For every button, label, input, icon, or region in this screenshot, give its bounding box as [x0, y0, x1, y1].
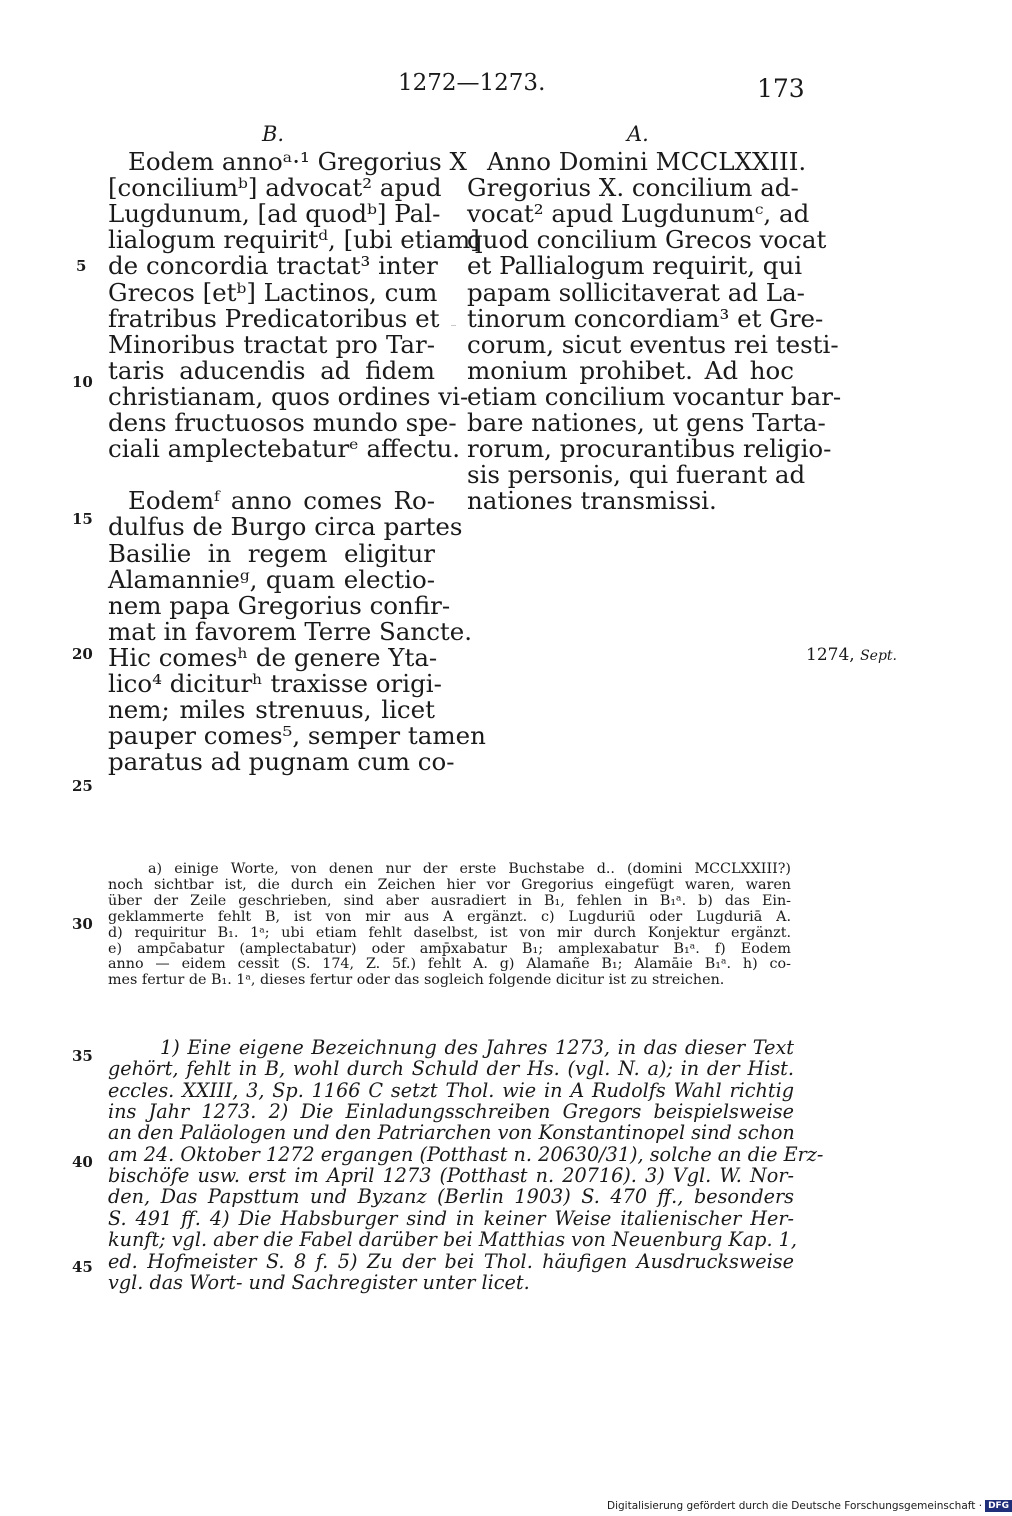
- right-column-siglum: A.: [627, 122, 649, 146]
- left-text-line: dens fructuosos mundo spe-: [108, 408, 457, 437]
- left-text-line: pauper comes⁵, semper tamen: [108, 721, 486, 751]
- apparatus-line: anno — eidem cessit (S. 174, Z. 5f.) fehlt A. g) Alamañe B₁; Alamāie B₁ᵃ. h) co-: [108, 956, 791, 973]
- left-text-line: de concordia tractat³ inter: [108, 251, 438, 281]
- left-column-siglum: B.: [262, 122, 285, 146]
- line-number: 5: [76, 257, 87, 275]
- commentary-line: vgl. das Wort- und Sachregister unter licet.: [108, 1270, 530, 1294]
- commentary-line: den, Das Papsttum und Byzanz (Berlin 1903) S. 470 ff., besonders: [108, 1185, 794, 1209]
- commentary-line: am 24. Oktober 1272 ergangen (Potthast n. 20630/31), solche an die Erz-: [108, 1142, 824, 1166]
- commentary-line: bischöfe usw. erst im April 1273 (Potthast n. 20716). 3) Vgl. W. Nor-: [108, 1164, 794, 1188]
- running-header: 1272—1273.: [398, 70, 546, 96]
- right-text-line: vocat² apud Lugdunumᶜ, ad: [467, 199, 810, 229]
- left-text-line: nem papa Gregorius confir-: [108, 590, 451, 620]
- commentary-line: kunft; vgl. aber die Fabel darüber bei Matthias von Neuenburg Kap. 1,: [108, 1228, 797, 1252]
- right-text-line: Anno Domini MCCLXXIII.: [487, 147, 807, 176]
- dfg-logo: DFG: [985, 1500, 1012, 1512]
- line-number: 30: [72, 915, 93, 933]
- margin-year: 1274,: [806, 645, 855, 665]
- margin-month: Sept.: [860, 648, 897, 664]
- commentary-line: gehört, fehlt in B, wohl durch Schuld der Hs. (vgl. N. a); in der Hist.: [108, 1057, 794, 1081]
- scan-mark: [451, 325, 456, 326]
- right-text-line: nationes transmissi.: [467, 486, 717, 516]
- left-text-line: dulfus de Burgo circa partes: [108, 512, 463, 542]
- apparatus-line: e) ampc̄abatur (amplectabatur) oder amp̄xabatur B₁; amplexabatur B₁ᵃ. f) Eodem: [108, 940, 791, 957]
- right-text-line: papam sollicitaverat ad La-: [467, 277, 805, 307]
- left-text-line: [conciliumᵇ] advocat² apud: [108, 173, 442, 203]
- commentary-line: eccles. XXIII, 3, Sp. 1166 C setzt Thol. wie in A Rudolfs Wahl richtig: [108, 1078, 794, 1102]
- right-text-line: bare nationes, ut gens Tarta-: [467, 408, 826, 437]
- left-text-line: paratus ad pugnam cum co-: [108, 747, 455, 777]
- line-number: 10: [72, 373, 93, 391]
- margin-date-note: [806, 645, 897, 665]
- apparatus-line: d) requiritur B₁. 1ᵃ; ubi etiam fehlt daselbst, ist von mir durch Konjektur ergänzt.: [108, 924, 791, 941]
- commentary-line: S. 491 ff. 4) Die Habsburger sind in keiner Weise italienischer Her-: [108, 1206, 794, 1230]
- left-text-line: christianam, quos ordines vi-: [108, 381, 469, 411]
- right-text-line: monium prohibet. Ad hoc: [467, 355, 794, 385]
- left-text-line: mat in favorem Terre Sancte.: [108, 616, 473, 646]
- digitization-credit: [607, 1500, 1012, 1512]
- left-text-line: fratribus Predicatoribus et: [108, 303, 440, 333]
- commentary-line: an den Paläologen und den Patriarchen von Konstantinopel sind schon: [108, 1121, 795, 1145]
- left-text-line: Lugdunum, [ad quodᵇ] Pal-: [108, 199, 441, 229]
- commentary-line: ins Jahr 1273. 2) Die Einladungsschreiben Gregors beispielsweise: [108, 1100, 794, 1124]
- right-text-line: quod concilium Grecos vocat: [467, 225, 827, 255]
- left-text-line: Hic comesʰ de genere Yta-: [108, 642, 438, 672]
- apparatus-line: geklammerte fehlt B, ist von mir aus A ergänzt. c) Lugduriū oder Lugduriā A.: [108, 908, 791, 925]
- right-text-line: et Pallialogum requirit, qui: [467, 251, 803, 281]
- left-text-line: Minoribus tractat pro Tar-: [108, 329, 435, 359]
- apparatus-line: noch sichtbar ist, die durch ein Zeichen hier vor Gregorius eingefügt waren, waren: [108, 876, 791, 893]
- line-number: 35: [72, 1047, 93, 1065]
- line-number: 25: [72, 777, 93, 795]
- left-text-line: lialogum requiritᵈ, [ubi etiam]: [108, 225, 480, 255]
- left-text-line: Basilie in regem eligitur: [108, 538, 435, 568]
- line-number: 15: [72, 510, 93, 528]
- right-text-line: sis personis, qui fuerant ad: [467, 460, 806, 490]
- commentary-line: ed. Hofmeister S. 8 f. 5) Zu der bei Thol. häufigen Ausdrucksweise: [108, 1249, 794, 1273]
- left-text-line: Alamannieᵍ, quam electio-: [108, 564, 435, 594]
- right-text-line: rorum, procurantibus religio-: [467, 434, 832, 464]
- right-text-line: Gregorius X. concilium ad-: [467, 173, 799, 203]
- line-number: 40: [72, 1153, 93, 1171]
- apparatus-line: über der Zeile geschrieben, sind aber ausradiert in B₁, fehlen in B₁ᵃ. b) das Ein-: [108, 892, 791, 909]
- right-text-line: tinorum concordiam³ et Gre-: [467, 303, 824, 333]
- left-text-line: nem; miles strenuus, licet: [108, 695, 435, 725]
- left-text-line: Grecos [etᵇ] Lactinos, cum: [108, 277, 438, 307]
- line-number: 20: [72, 645, 93, 663]
- apparatus-line: a) einige Worte, von denen nur der erste Buchstabe d.. (domini MCCLXXIII?): [148, 861, 791, 877]
- left-text-line: ciali amplectebaturᵉ affectu.: [108, 434, 461, 464]
- page-number: 173: [757, 74, 805, 103]
- left-text-line: lico⁴ diciturʰ traxisse origi-: [108, 669, 442, 698]
- right-text-line: etiam concilium vocantur bar-: [467, 381, 842, 411]
- left-text-line: Eodemᶠ anno comes Ro-: [128, 486, 435, 516]
- line-number: 45: [72, 1258, 93, 1276]
- apparatus-line: mes fertur de B₁. 1ᵃ, dieses fertur oder das sogleich folgende dicitur ist zu streichen.: [108, 972, 725, 989]
- commentary-line: 1) Eine eigene Bezeichnung des Jahres 1273, in das dieser Text: [160, 1036, 794, 1059]
- digitization-text: Digitalisierung gefördert durch die Deutsche Forschungsgemeinschaft ·: [607, 1500, 983, 1512]
- left-text-line: taris aducendis ad fidem: [108, 355, 435, 385]
- right-text-line: corum, sicut eventus rei testi-: [467, 329, 839, 359]
- left-text-line: Eodem annoᵃ·¹ Gregorius X: [128, 147, 467, 176]
